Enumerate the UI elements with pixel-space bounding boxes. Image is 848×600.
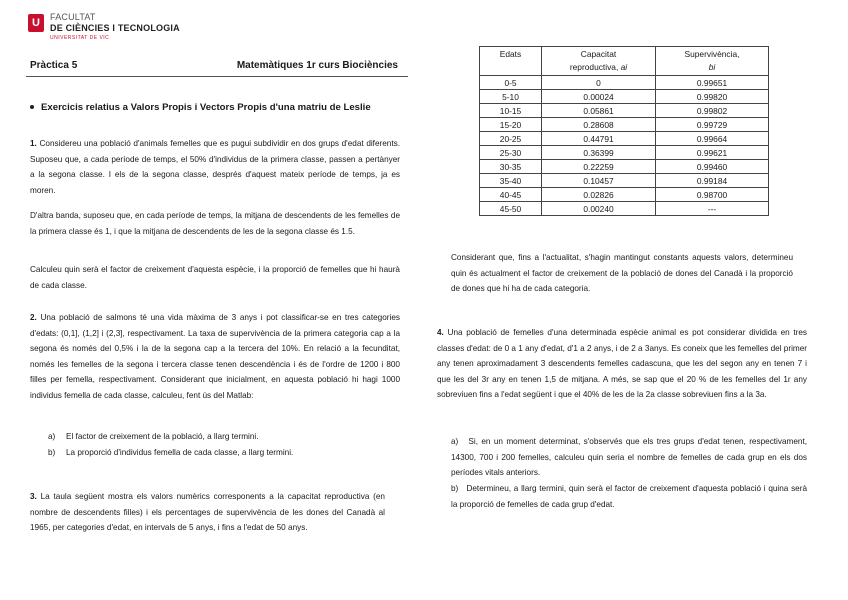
- exercise1-paragraph2: D'altra banda, suposeu que, en cada període de temps, la mitjana de descendents de les femelles de la primera classe és 1, i que la mitjana de descendents de les de la segona classe és 1.5.: [30, 211, 400, 236]
- cell-survival: 0.99621: [656, 146, 769, 160]
- cell-survival: ---: [656, 202, 769, 216]
- cell-reproductive: 0.28608: [542, 118, 656, 132]
- header-capacitat: [542, 47, 656, 76]
- table-row: [480, 90, 769, 104]
- cell-age: 30-35: [480, 160, 542, 174]
- table-header-row: [480, 47, 769, 76]
- exercise4-item-a: [451, 434, 807, 481]
- exercise1-number: 1.: [30, 139, 37, 148]
- exercise3-after-table: Considerant que, fins a l'actualitat, s'hagin mantingut constants aquests valors, determineu quin és actualment el factor de creixement de la població de dones del Canadà i la proporció de dones que hi ha de cada categoria.: [451, 253, 793, 293]
- table-row: [480, 188, 769, 202]
- course-title: Matemàtiques 1r curs Biociències: [236, 60, 398, 71]
- cell-survival: 0.99460: [656, 160, 769, 174]
- table-row: [480, 160, 769, 174]
- table-row: [480, 202, 769, 216]
- table-row: [480, 132, 769, 146]
- cell-reproductive: 0.05861: [542, 104, 656, 118]
- cell-survival: 0.99184: [656, 174, 769, 188]
- exercise3-number: 3.: [30, 492, 37, 501]
- table-row: [480, 174, 769, 188]
- exercise1-paragraph3: Calculeu quin serà el factor de creixement d'aquesta espècie, i la proporció de femelles que hi haurà de cada classe.: [30, 265, 400, 290]
- table-row: [480, 146, 769, 160]
- header-edats-text: Edats: [499, 49, 522, 59]
- cell-age: 5-10: [480, 90, 542, 104]
- cell-age: 45-50: [480, 202, 542, 216]
- cell-age: 10-15: [480, 104, 542, 118]
- leslie-data-table: [479, 46, 769, 216]
- exercise3-paragraph: [30, 489, 385, 536]
- cell-reproductive: 0.00240: [542, 202, 656, 216]
- item-label: b): [48, 447, 56, 457]
- header-capacitat-line1: Capacitat: [580, 49, 617, 59]
- cell-reproductive: 0.00024: [542, 90, 656, 104]
- item-text: El factor de creixement de la població, a llarg termini.: [66, 432, 259, 441]
- faculty-name-line2: DE CIÈNCIES I TECNOLOGIA: [50, 23, 180, 33]
- section-title: [30, 102, 371, 113]
- faculty-name-line1: FACULTAT: [50, 12, 96, 22]
- exercise2-text: Una població de salmons té una vida màxima de 3 anys i pot classificar-se en tres categories d'edats: (0,1], (1,2] i (2,3], respectivament. La taxa de supervivència de la primera categoria cap a la segona és només del 0,5% i la de la segona cap a la tercera del 10%. En relació a la fecunditat, només les femelles de la segona i tercera classe tenen descendència i és de l'ordre de 1200 i 800 filles per femella, respectivament. Considerant que inicialment, en aquesta població hi hagi 1000 individus femella de cada classe, calculeu, fent ús del Matlab:: [30, 313, 400, 400]
- exercise4-paragraph: [437, 325, 807, 403]
- exercise1-paragraph1: [30, 136, 400, 198]
- item-text: Si, en un moment determinat, s'observés que els tres grups d'edat tenen, respectivament, 14300, 700 i 200 femelles, calculeu quin seria el nombre de femelles de cada grup en els dos períodes vitals anteriors.: [451, 437, 808, 477]
- header-capacitat-line2: [545, 61, 652, 74]
- university-name: UNIVERSITAT DE VIC: [50, 35, 110, 41]
- item-text: Determineu, a llarg termini, quin serà el factor de creixement d'aquesta població i quina serà la proporció de femelles de cada grup d'edat.: [451, 484, 808, 509]
- list-item: [48, 429, 400, 445]
- item-text: La proporció d'individus femella de cada classe, a llarg termini.: [66, 447, 294, 457]
- cell-age: 40-45: [480, 188, 542, 202]
- section-title-text: Exercicis relatius a Valors Propis i Vectors Propis d'una matriu de Leslie: [41, 102, 371, 113]
- cell-age: 35-40: [480, 174, 542, 188]
- cell-reproductive: 0.02826: [542, 188, 656, 202]
- cell-reproductive: 0: [542, 76, 656, 90]
- exercise2-paragraph: [30, 310, 400, 403]
- cell-survival: 0.98700: [656, 188, 769, 202]
- item-label: b): [451, 484, 459, 493]
- cell-age: 20-25: [480, 132, 542, 146]
- header-edats: [480, 47, 542, 76]
- practice-title: Pràctica 5: [30, 60, 78, 71]
- cell-survival: 0.99820: [656, 90, 769, 104]
- bullet-icon: [30, 105, 34, 109]
- cell-age: 0-5: [480, 76, 542, 90]
- cell-survival: 0.99802: [656, 104, 769, 118]
- header-supervivencia-symbol: bi: [708, 62, 716, 72]
- header-capacitat-symbol: ai: [620, 62, 628, 72]
- cell-age: 15-20: [480, 118, 542, 132]
- item-label: a): [451, 437, 459, 446]
- table-body: [480, 76, 769, 216]
- cell-reproductive: 0.10457: [542, 174, 656, 188]
- exercise4-item-b: [451, 481, 807, 512]
- cell-reproductive: 0.22259: [542, 160, 656, 174]
- exercise1-text1: Considereu una població d'animals femelles que es pugui subdividir en dos grups d'edat diferents. Suposeu que, a cada període de temps, el 50% d'individus de la primera classe, passen a pertànyer a la segona classe. I els de la segona classe, després d'aquest mateix període de temps, ja es moren.: [30, 139, 400, 195]
- cell-reproductive: 0.44791: [542, 132, 656, 146]
- cell-survival: 0.99664: [656, 132, 769, 146]
- cell-survival: 0.99729: [656, 118, 769, 132]
- list-item: [48, 445, 400, 461]
- cell-survival: 0.99651: [656, 76, 769, 90]
- header-supervivencia: [656, 47, 769, 76]
- logo-letter: U: [32, 17, 40, 29]
- table-row: [480, 118, 769, 132]
- cell-age: 25-30: [480, 146, 542, 160]
- university-logo-icon: [28, 14, 44, 32]
- item-label: a): [48, 432, 56, 441]
- exercise4-text: Una població de femelles d'una determinada espècie animal es pot considerar dividida en tres classes d'edat: de 0 a 1 any d'edat, d'1 a 2 anys, i de 2 a 3anys. Es coneix que les femelles del primer any tenen aproximadament 3 descendents femelles cadascuna, que les del segon any en tenen 7 i que les del 3r any en tenen 1,5 de mitjana. A més, se sap que el 20 % de les femelles del 1r any sobreviuen fins a l'edat següent i que el 40% de les de la 2a classe sobreviuen fins a la 3a.: [437, 328, 808, 399]
- table-row: [480, 104, 769, 118]
- exercise2-items: [48, 429, 400, 460]
- exercise3-text: La taula següent mostra els valors numèrics corresponents a la capacitat reproductiva (en nombre de descendents filles) i els percentages de supervivència de les dones del Canadà al 1965, per categories d'edat, en intervals de 5 anys, i fins a l'edat de 50 anys.: [30, 492, 385, 532]
- cell-reproductive: 0.36399: [542, 146, 656, 160]
- header-supervivencia-line1: Supervivència,: [684, 49, 740, 59]
- header-capacitat-label: reproductiva,: [569, 62, 619, 72]
- exercise4-number: 4.: [437, 328, 444, 337]
- table-row: [480, 76, 769, 90]
- exercise2-number: 2.: [30, 313, 37, 322]
- header-divider: [26, 76, 408, 77]
